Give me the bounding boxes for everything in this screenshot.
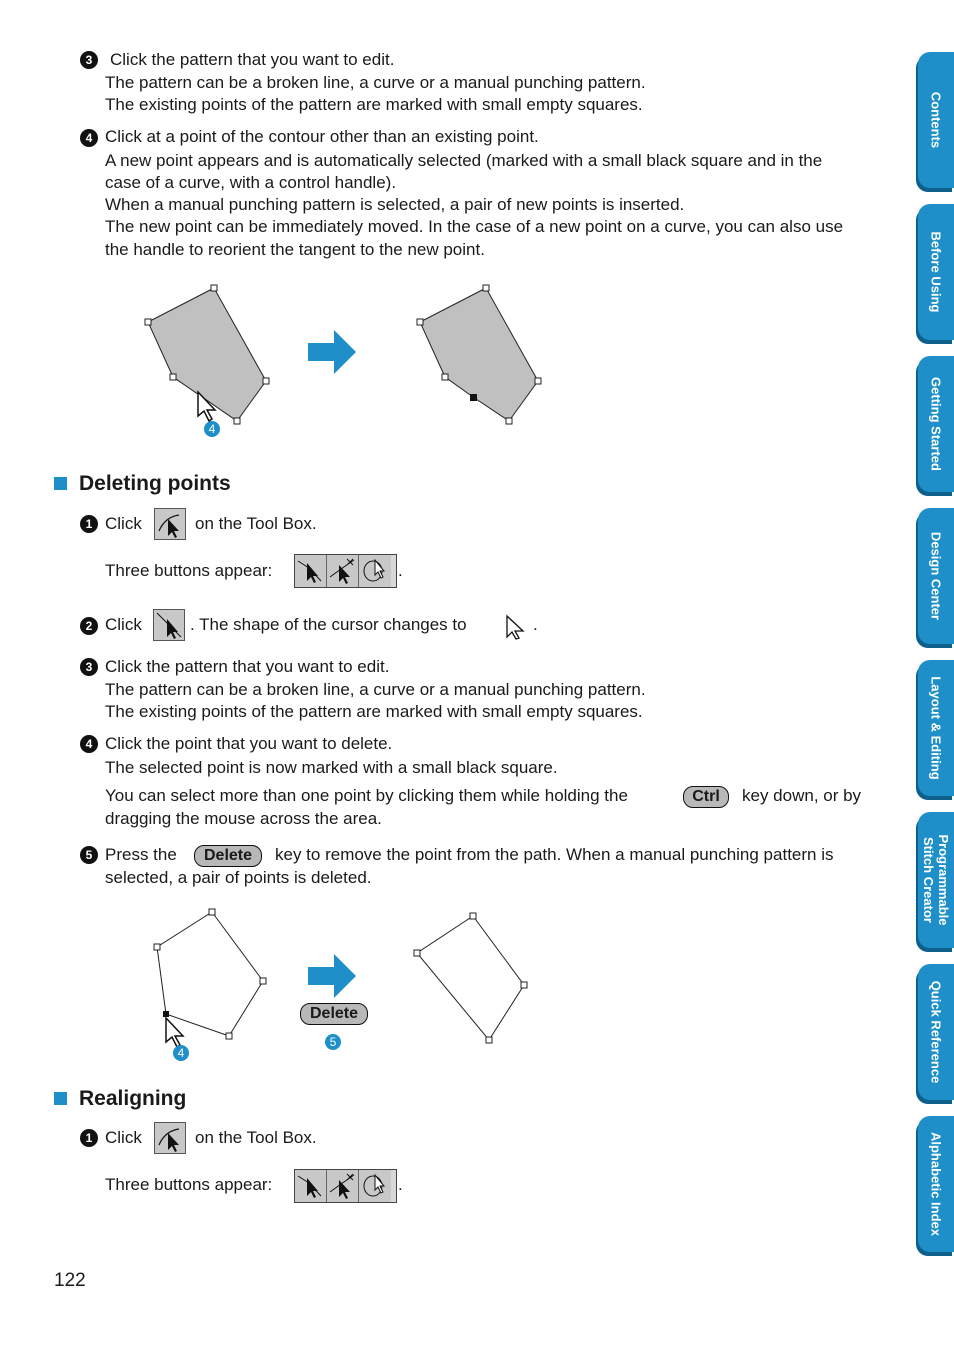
step-text: The existing points of the pattern are marked with small empty squares. (105, 95, 643, 114)
figure-insert-after (412, 280, 552, 430)
step-text: key down, or by (742, 786, 862, 805)
step-number-3: 3 (80, 658, 98, 676)
step-text: A new point appears and is automatically selected (marked with a small black square and in the (105, 151, 823, 170)
edit-points-icon (155, 1123, 185, 1153)
step-text: The selected point is now marked with a small black square. (105, 758, 558, 777)
edit-points-icon (155, 509, 185, 539)
step-text: Three buttons appear: (105, 1175, 273, 1194)
step-text: Three buttons appear: (105, 561, 273, 580)
delete-key: Delete (300, 1003, 368, 1025)
step-text: When a manual punching pattern is selected, a pair of new points is inserted. (105, 195, 685, 214)
step-text: The pattern can be a broken line, a curve or a manual punching pattern. (105, 73, 646, 92)
section-heading: Deleting points (79, 472, 231, 495)
figure-delete-before (148, 902, 278, 1052)
side-tab-design-center[interactable]: Design Center (918, 508, 954, 644)
page-number: 122 (54, 1270, 86, 1291)
step-text: Click the pattern that you want to edit. (105, 657, 390, 676)
step-text: You can select more than one point by clicking them while holding the (105, 786, 628, 805)
step-text: dragging the mouse across the area. (105, 809, 382, 828)
realign-icon (359, 1170, 389, 1200)
cursor-arrow-icon (166, 1018, 183, 1047)
figure-insert-before (140, 280, 280, 430)
arrow-right-icon (308, 954, 358, 998)
cursor-arrow-icon (504, 614, 528, 640)
step-text: . (398, 561, 403, 580)
step-number-4: 4 (80, 735, 98, 753)
figure-label: 5 (325, 1034, 341, 1050)
figure-delete-after (405, 902, 535, 1052)
step-text: The new point can be immediately moved. In the case of a new point on a curve, you can also use (105, 217, 844, 236)
step-text: Click (105, 1128, 142, 1147)
step-text: Click (105, 514, 142, 533)
step-text: Click at a point of the contour other than an existing point. (105, 127, 539, 146)
section-marker (54, 1092, 67, 1105)
delete-point-icon (327, 1170, 357, 1200)
edit-points-tool-button[interactable] (154, 508, 186, 540)
step-number-1: 1 (80, 1129, 98, 1147)
step-number-3: 3 (80, 51, 98, 69)
step-number-5: 5 (80, 846, 98, 864)
step-text: selected, a pair of points is deleted. (105, 868, 372, 887)
edit-points-tool-button[interactable] (154, 1122, 186, 1154)
section-marker (54, 477, 67, 490)
step-number-4: 4 (80, 129, 98, 147)
step-text: Press the (105, 845, 177, 864)
insert-point-icon (295, 555, 325, 585)
insert-point-button[interactable] (295, 1170, 327, 1202)
step-text: Click (105, 615, 142, 634)
step-text: The pattern can be a broken line, a curve or a manual punching pattern. (105, 680, 646, 699)
step-text: Click the point that you want to delete. (105, 734, 393, 753)
delete-point-icon (154, 610, 184, 640)
step-text: on the Tool Box. (195, 514, 317, 533)
step-text: . The shape of the cursor changes to (190, 615, 467, 634)
step-text: key to remove the point from the path. When a manual punching pattern is (275, 845, 834, 864)
ctrl-key: Ctrl (683, 786, 729, 808)
arrow-right-icon (308, 330, 358, 374)
side-tab-programmable-stitch-creator[interactable]: Programmable Stitch Creator (918, 812, 954, 948)
step-number-1: 1 (80, 515, 98, 533)
figure-label: 4 (204, 421, 220, 437)
delete-point-tool-button[interactable] (153, 609, 185, 641)
realign-icon (359, 555, 389, 585)
figure-label: 4 (173, 1045, 189, 1061)
side-tab-layout-editing[interactable]: Layout & Editing (918, 660, 954, 796)
insert-point-button[interactable] (295, 555, 327, 587)
side-tab-alphabetic-index[interactable]: Alphabetic Index (918, 1116, 954, 1252)
step-text: . (533, 615, 538, 634)
step-number-2: 2 (80, 617, 98, 635)
step-text: on the Tool Box. (195, 1128, 317, 1147)
step-text: Click the pattern that you want to edit. (110, 50, 395, 69)
delete-point-icon (327, 555, 357, 585)
section-heading: Realigning (79, 1087, 187, 1110)
step-text: the handle to reorient the tangent to the new point. (105, 240, 485, 259)
three-buttons-group (294, 1169, 397, 1203)
side-tab-quick-reference[interactable]: Quick Reference (918, 964, 954, 1100)
delete-point-button[interactable] (327, 1170, 359, 1202)
step-text: case of a curve, with a control handle). (105, 173, 397, 192)
realign-button[interactable] (359, 1170, 391, 1202)
side-tab-before-using[interactable]: Before Using (918, 204, 954, 340)
three-buttons-group (294, 554, 397, 588)
side-tab-contents[interactable]: Contents (918, 52, 954, 188)
insert-point-icon (295, 1170, 325, 1200)
side-tab-getting-started[interactable]: Getting Started (918, 356, 954, 492)
delete-point-button[interactable] (327, 555, 359, 587)
step-text: . (398, 1175, 403, 1194)
delete-key: Delete (194, 845, 262, 867)
step-text: The existing points of the pattern are marked with small empty squares. (105, 702, 643, 721)
realign-button[interactable] (359, 555, 391, 587)
